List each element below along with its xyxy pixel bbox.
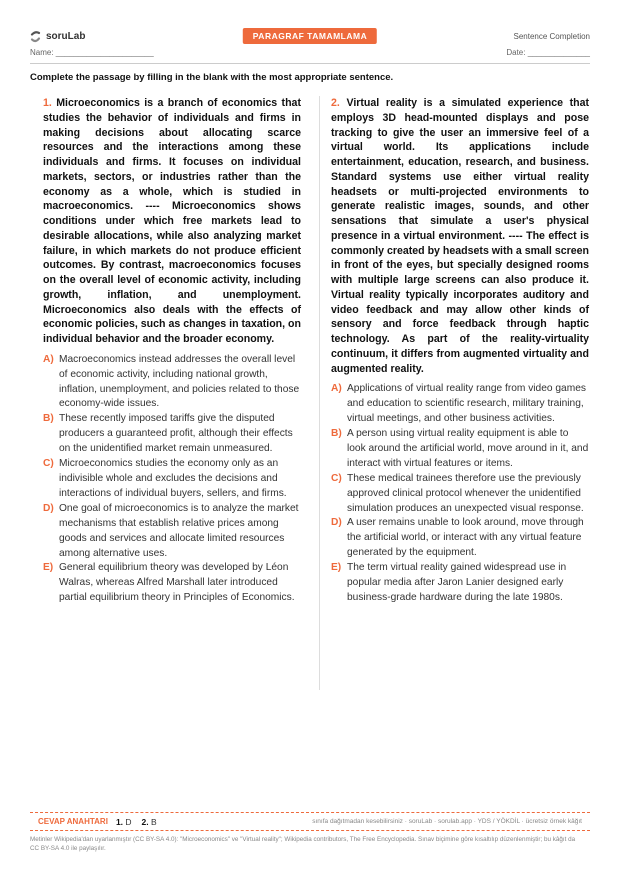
option-c[interactable] [43, 457, 301, 502]
answer-2 [142, 817, 157, 827]
option-letter: A) [331, 383, 342, 395]
option-text: The term virtual reality gained widespread use in popular media after Jaron Lanier designed early business-grade hardware during the late 1980s. [347, 562, 567, 603]
column-divider [319, 96, 320, 690]
brand [30, 30, 85, 43]
license-note: Metinler Wikipedia'dan uyarlanmıştır (CC BY-SA 4.0): "Microeconomics" ve "Virtual reality"; Wikipedia contributors, The Free Encyclopedia. Sınav biçimine göre kısaltılıp düzenlenmiştir; bu kâğıt da CC BY-SA 4.0 ile paylaşılır. [30, 836, 576, 852]
option-b[interactable] [43, 412, 301, 457]
brand-name: soruLab [46, 31, 86, 42]
option-letter: B) [331, 427, 342, 439]
instruction: Complete the passage by filling in the blank with the most appropriate sentence. [30, 72, 394, 83]
option-a[interactable] [331, 382, 589, 427]
answer-number: 1. [115, 816, 124, 827]
option-text: These medical trainees therefore use the previously approved clinical protocol whenever the unidentified simulation produces an unexpected visual response. [347, 472, 584, 514]
option-e[interactable] [331, 561, 589, 606]
option-text: Microeconomics studies the economy only as an indivisible whole and excludes the decisions and interactions of individual buyers, sellers, and firms. [59, 458, 287, 499]
option-c[interactable] [331, 472, 589, 517]
option-text: A user remains unable to look around, move through the artificial world, or interact with any virtual feature generated by the equipment. [347, 517, 584, 559]
question-number: 1. [43, 97, 52, 109]
page-header [30, 28, 590, 64]
name-field: Name: ______________________ [30, 48, 154, 57]
option-b[interactable] [331, 427, 589, 472]
option-text: Applications of virtual reality range from video games and education to scientific research, military training, virtual meetings, and other business activities. [347, 383, 586, 425]
option-text: General equilibrium theory was developed by Léon Walras, whereas Alfred Marshall later introduced partial equilibrium theory in Principles of Economics. [59, 562, 295, 604]
section-badge: PARAGRAF TAMAMLAMA [243, 28, 377, 44]
option-letter: C) [43, 458, 54, 470]
option-e[interactable] [43, 561, 301, 606]
options-2 [331, 382, 589, 606]
options-1 [43, 353, 301, 606]
header-divider [30, 63, 590, 64]
option-letter: C) [331, 472, 342, 484]
option-letter: E) [331, 562, 342, 574]
date-field: Date: ______________ [506, 48, 590, 57]
passage-text: Microeconomics is a branch of economics that studies the behavior of individuals and firms in making decisions about allocating scarce resources and the interactions among these individuals and firms. It focuses on individual markets, sectors, or industries rather than the economy as a whole, which is studied in macroeconomics. ---- Microeconomics shows conditions under which free markets lead to desirable allocations, while also analyzing market failure, in which markets do not produce efficient outcomes. By contrast, macroeconomics focuses on the overall level of economic activity, including growth, inflation, and unemployment. Microeconomics also deals with the effects of economic policies, such as changes in taxation, on individual behavior and the broader economy. [43, 97, 301, 345]
option-text: Macroeconomics instead addresses the overall level of economic activity, including national growth, inflation, unemployment, and policies related to those economy-wide issues. [59, 353, 300, 410]
question-1 [43, 96, 301, 606]
answer-key-label: CEVAP ANAHTARI [38, 817, 108, 826]
option-d[interactable] [43, 502, 301, 562]
passage-1 [43, 96, 301, 347]
answer-value: D [125, 816, 132, 827]
option-letter: B) [43, 413, 54, 425]
option-text: One goal of microeconomics is to analyze the market mechanisms that establish relative prices among goods and services and allocate limited resources among alternative uses. [59, 502, 299, 559]
question-2 [331, 96, 589, 606]
answer-value: B [151, 816, 157, 827]
option-letter: D) [331, 517, 342, 529]
passage-text: Virtual reality is a simulated experience that employs 3D head-mounted displays and pose tracking to give the user an immersive feel of a virtual world. Its applications include entertainment, education, research, and business. Standard systems use either virtual reality headsets or multi-projected environments to generate realistic images, sounds, and other sensations that simulate a user's physical presence in a virtual environment. ---- The effect is commonly created by headsets with a small screen in front of the eyes, but specially designed rooms with multiple large screens can also produce it. Virtual reality typically incorporates auditory and video feedback and may allow other kinds of sensory and force feedback through haptic technology. As part of the reality-virtuality continuum, it differs from augmented virtuality and augmented reality. [331, 97, 589, 375]
passage-2 [331, 96, 589, 376]
option-d[interactable] [331, 516, 589, 561]
answer-key-note: sınıfa dağıtmadan kesebilirsiniz · soruLab · sorulab.app · YDS / YÖKDİL · ücretsiz örnek kâğıt [312, 818, 582, 825]
option-letter: D) [43, 502, 54, 514]
option-letter: E) [43, 562, 54, 574]
option-letter: A) [43, 353, 54, 365]
subject-label: Sentence Completion [513, 32, 590, 41]
option-a[interactable] [43, 353, 301, 413]
answer-number: 2. [141, 816, 149, 827]
answer-1 [116, 817, 132, 827]
option-text: A person using virtual reality equipment is able to look around the artificial world, move around in it, and interact with virtual features or items. [347, 427, 589, 469]
answer-key [30, 812, 590, 831]
sorulab-logo-icon [30, 30, 41, 43]
question-number: 2. [331, 97, 340, 109]
option-text: These recently imposed tariffs give the disputed producers a guaranteed profit, although their effects on the unidentified market remain unmeasured. [59, 413, 293, 455]
